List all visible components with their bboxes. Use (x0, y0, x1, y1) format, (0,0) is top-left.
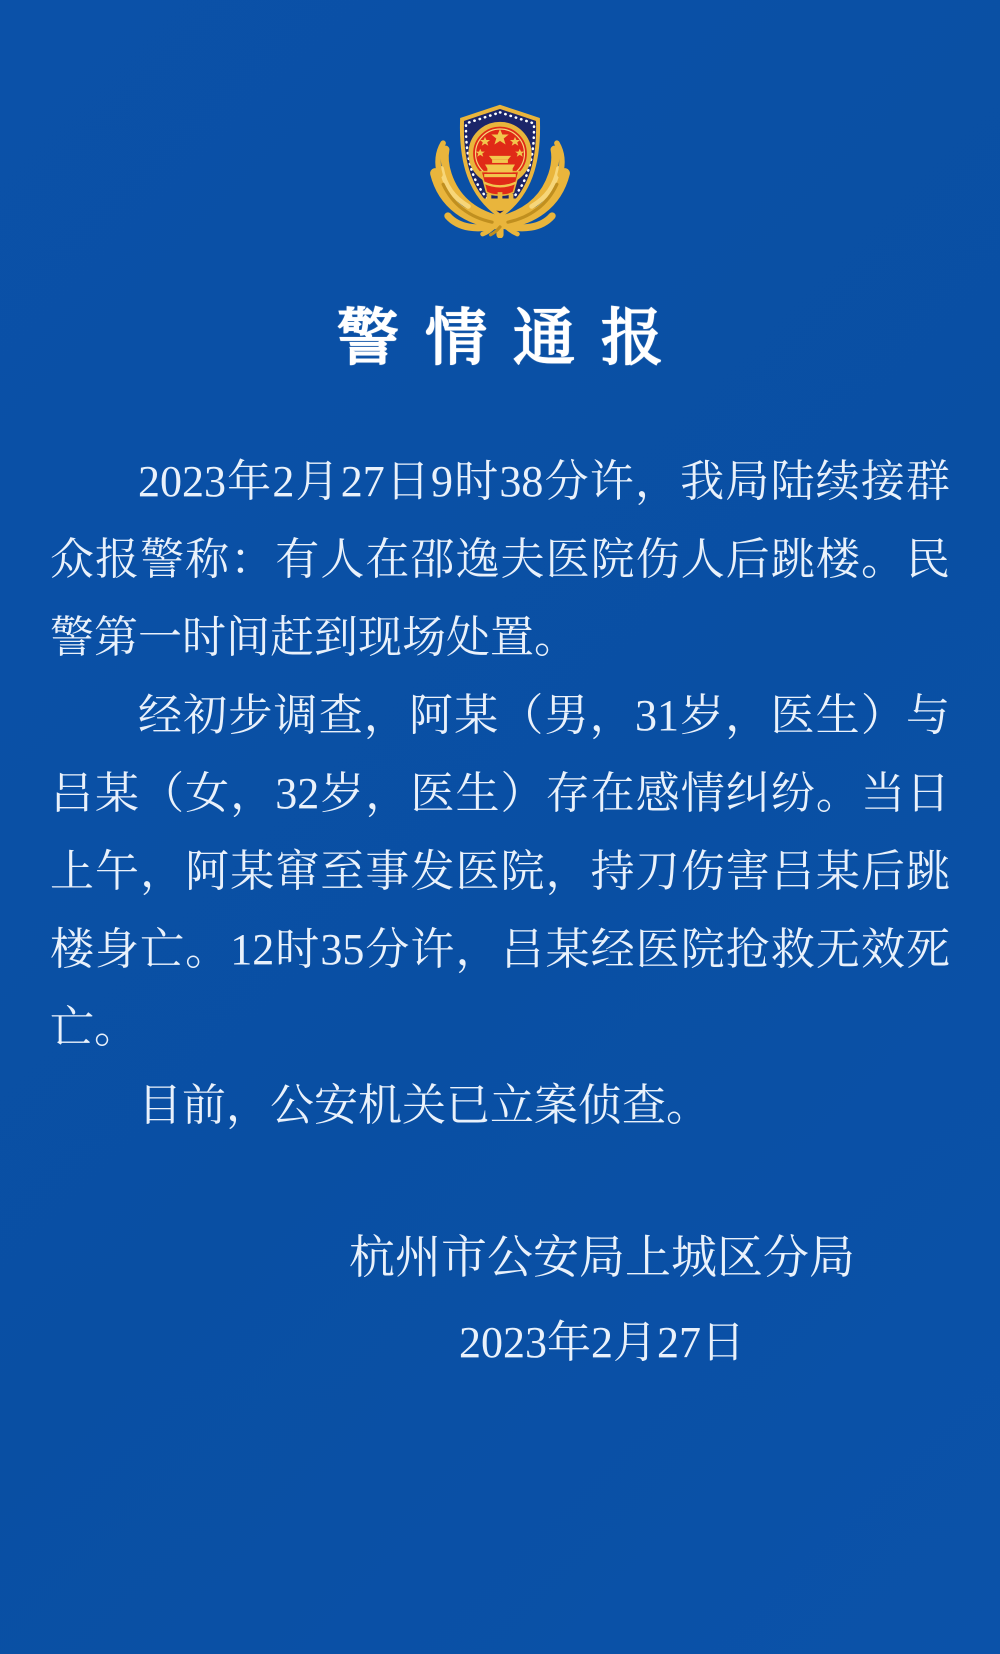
signature-date: 2023年2月27日 (459, 1318, 745, 1367)
notice-body (50, 443, 950, 1145)
paragraph-investigation: 经初步调查，阿某（男，31岁，医生）与吕某（女，32岁，医生）存在感情纠纷。当日上午，阿某窜至事发医院，持刀伤害吕某后跳楼身亡。12时35分许，吕某经医院抢救无效死亡。 (50, 691, 950, 1052)
signature-block (349, 1227, 855, 1371)
notice-title: 警情通报 (336, 305, 690, 373)
emblem-container (0, 0, 1000, 238)
police-badge-icon (421, 80, 579, 238)
signature-agency: 杭州市公安局上城区分局 (349, 1232, 855, 1283)
paragraph-report: 2023年2月27日9时38分许，我局陆续接群众报警称：有人在邵逸夫医院伤人后跳楼。民警第一时间赶到现场处置。 (50, 457, 950, 662)
paragraph-status: 目前，公安机关已立案侦查。 (138, 1081, 710, 1130)
